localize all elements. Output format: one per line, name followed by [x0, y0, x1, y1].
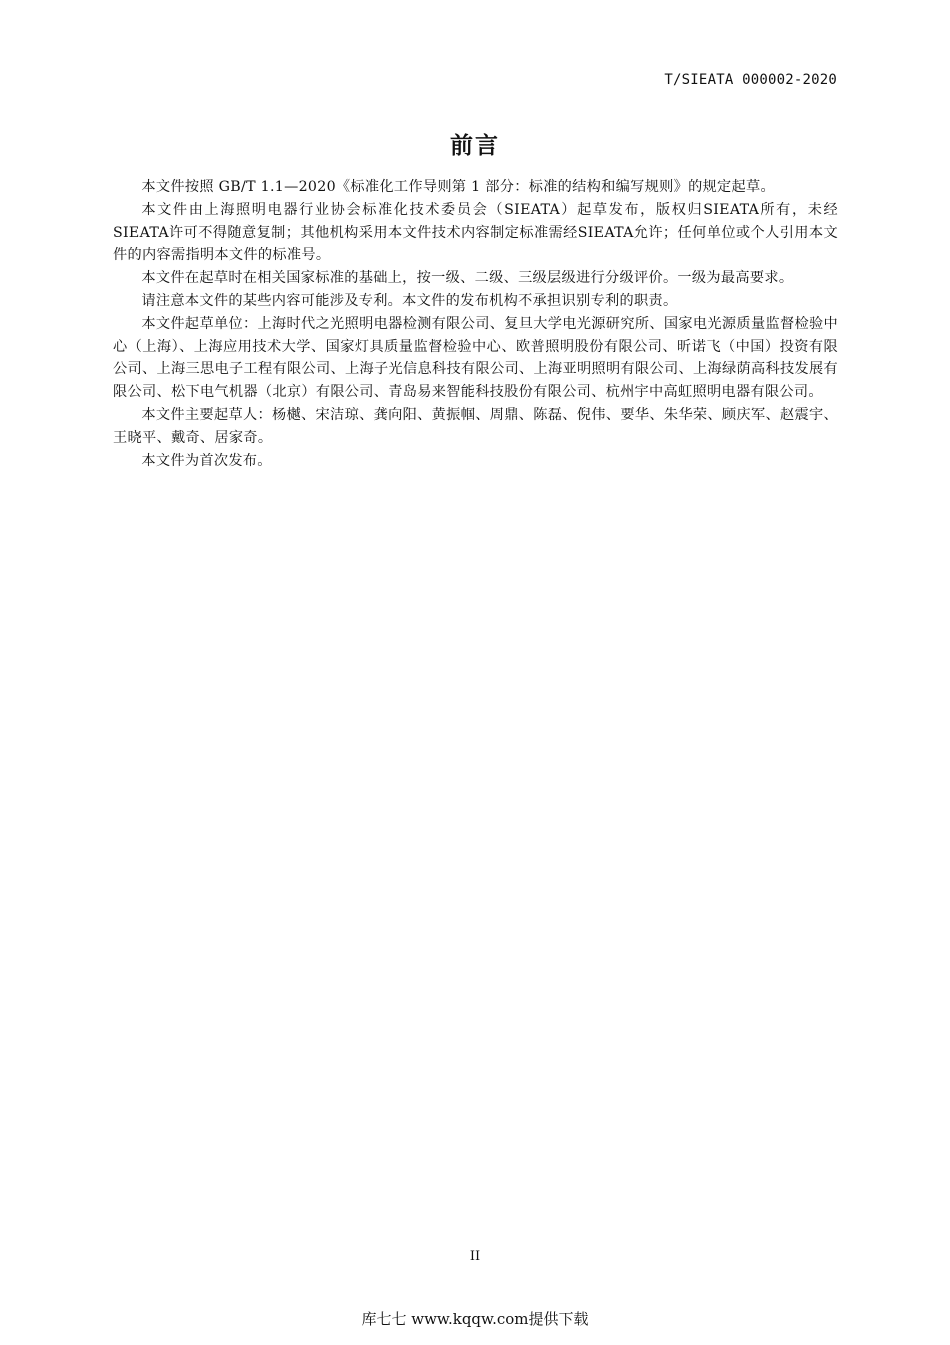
paragraph-grading: 本文件在起草时在相关国家标准的基础上，按一级、二级、三级层级进行分级评价。一级为最高要求。	[141, 270, 794, 287]
foreword-body	[113, 176, 838, 472]
document-code: T/SIEATA 000002-2020	[664, 72, 837, 88]
page-number: II	[469, 1249, 481, 1264]
footer-download-note: 库七七 www.kqqw.com提供下载	[361, 1310, 589, 1328]
paragraph-drafting-rules: 本文件按照 GB/T 1.1—2020《标准化工作导则第 1 部分：标准的结构和编写规则》的规定起草。	[141, 179, 775, 195]
paragraph-first-release: 本文件为首次发布。	[141, 452, 272, 469]
paragraph-drafting-units: 本文件起草单位：上海时代之光照明电器检测有限公司、复旦大学电光源研究所、国家电光源质量监督检验中心（上海）、上海应用技术大学、国家灯具质量监督检验中心、欧普照明股份有限公司、昕诺飞（中国）投资有限公司、上海三思电子工程有限公司、上海子光信息科技有限公司、上海亚明照明有限公司、上海绿荫高科技发展有限公司、松下电气机器（北京）有限公司、青岛易来智能科技股份有限公司、杭州宇中高虹照明电器有限公司。	[113, 315, 838, 401]
paragraph-patent-notice: 请注意本文件的某些内容可能涉及专利。本文件的发布机构不承担识别专利的职责。	[141, 292, 678, 309]
paragraph-copyright: 本文件由上海照明电器行业协会标准化技术委员会（SIEATA）起草发布，版权归SIEATA所有，未经SIEATA许可不得随意复制；其他机构采用本文件技术内容制定标准需经SIEATA允许；任何单位或个人引用本文件的内容需指明本文件的标准号。	[113, 201, 838, 264]
paragraph-drafters: 本文件主要起草人：杨樾、宋洁琼、龚向阳、黄振帼、周鼎、陈磊、倪伟、要华、朱华荣、顾庆军、赵震宇、王晓平、戴奇、居家奇。	[113, 406, 838, 446]
page-title: 前言	[450, 133, 500, 160]
